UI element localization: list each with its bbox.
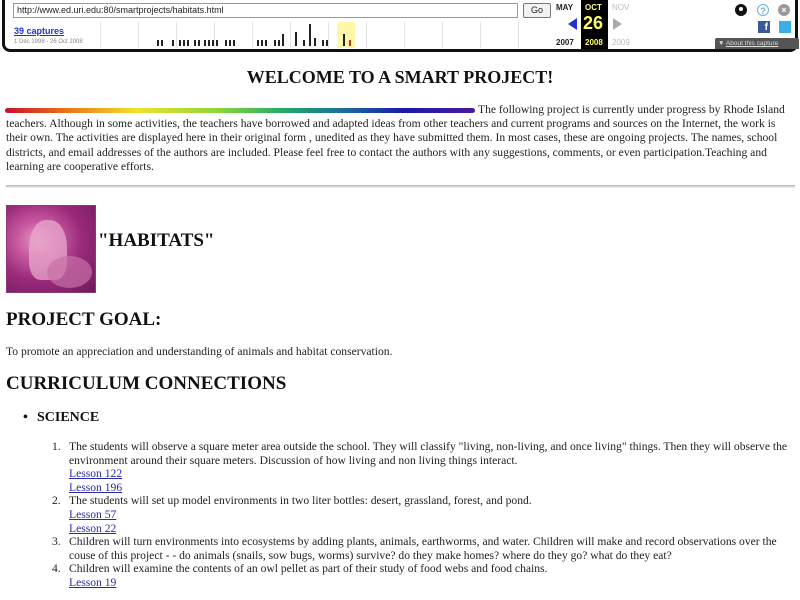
item-text: Children will turn environments into ecosystems by adding plants, animals, earthworms, and water. Children will make and record observations over the couse of this project - - do animals (snails, sow bugs, worms) survive? do they make homes? where do they go? what do they eat? xyxy=(69,535,777,562)
sparkline-bar xyxy=(326,40,328,46)
prairie-dog-image xyxy=(6,205,96,293)
sparkline-bar xyxy=(212,40,214,46)
list-item xyxy=(52,535,797,562)
user-icon[interactable] xyxy=(735,4,747,16)
sparkline-bar xyxy=(229,40,231,46)
wayback-toolbar xyxy=(2,0,798,52)
sparkline-current-year xyxy=(337,22,355,48)
sparkline-bar xyxy=(216,40,218,46)
subject-label: SCIENCE xyxy=(37,410,100,425)
about-capture-button[interactable]: ▼ About this capture xyxy=(715,38,799,49)
captures-link[interactable]: 39 captures xyxy=(14,26,65,36)
item-text: The students will observe a square meter area outside the school. They will classify "living, non-living, and once living" things. Then they will observe the environment around their square meters. Discussion of how living and non living things interact. xyxy=(69,440,788,467)
sparkline-bar xyxy=(157,40,159,46)
current-day-label: 26 xyxy=(583,13,604,33)
sparkline-bar xyxy=(278,40,280,46)
goal-heading: PROJECT GOAL: xyxy=(6,309,162,330)
facebook-icon[interactable]: f xyxy=(758,21,770,33)
close-icon[interactable]: × xyxy=(778,4,790,16)
sparkline-divider xyxy=(100,22,101,48)
sparkline-divider xyxy=(518,22,519,48)
sparkline-bar xyxy=(282,34,284,46)
sparkline-bar xyxy=(225,40,227,46)
sparkline-bar xyxy=(257,40,259,46)
sparkline-divider xyxy=(328,22,329,48)
prev-month-label[interactable]: MAY xyxy=(556,3,574,12)
prev-capture-arrow-icon[interactable] xyxy=(568,18,577,30)
horizontal-rule xyxy=(6,185,795,188)
intro-text: The following project is currently under progress by Rhode Island teachers. Although in some activities, the teachers have borrowed and adapted ideas from other teachers and current programs and sources on the Internet, the work is their own. The activities are displayed here in their original form , unedited as they have submitted them. In most cases, these are ongoing projects. The names, school districts, and email addresses of the authors are included. Please feel free to contact the authors with any suggestions, comments, or even participation.Teaching and learning are cooperative efforts. xyxy=(6,103,785,173)
item-text: Children will examine the contents of an owl pellet as part of their study of food webs and food chains. xyxy=(69,562,548,576)
sparkline-divider xyxy=(442,22,443,48)
sparkline-bar xyxy=(208,40,210,46)
curriculum-heading: CURRICULUM CONNECTIONS xyxy=(6,373,287,394)
sparkline-divider xyxy=(176,22,177,48)
list-item xyxy=(52,562,797,589)
next-year-label: 2009 xyxy=(612,38,630,47)
sparkline-divider xyxy=(214,22,215,48)
sparkline-bar xyxy=(261,40,263,46)
activities-list xyxy=(52,440,797,590)
bullet-icon: • xyxy=(23,410,28,425)
sparkline-bar xyxy=(343,34,345,46)
help-icon[interactable]: ? xyxy=(757,4,769,16)
sparkline-bar xyxy=(265,40,267,46)
next-capture-arrow-icon xyxy=(613,18,622,30)
sparkline-divider xyxy=(404,22,405,48)
item-number: 2. xyxy=(52,494,61,508)
project-title: "HABITATS" xyxy=(98,230,215,251)
lesson-link[interactable]: Lesson 122 xyxy=(69,467,123,481)
sparkline-divider xyxy=(138,22,139,48)
sparkline-bar xyxy=(198,40,200,46)
about-capture-label: About this capture xyxy=(725,40,779,47)
sparkline-bar xyxy=(295,32,297,46)
sparkline-bar xyxy=(187,40,189,46)
wayback-url-input[interactable]: http://www.ed.uri.edu:80/smartprojects/habitats.html xyxy=(13,3,518,18)
sparkline-divider xyxy=(366,22,367,48)
sparkline-bar xyxy=(314,38,316,46)
sparkline-divider xyxy=(480,22,481,48)
sparkline-bar xyxy=(172,40,174,46)
lesson-link[interactable]: Lesson 19 xyxy=(69,575,117,589)
sparkline-bar xyxy=(303,40,305,46)
prev-year-label[interactable]: 2007 xyxy=(556,38,574,47)
intro-paragraph xyxy=(6,103,794,174)
sparkline-bar xyxy=(194,40,196,46)
twitter-icon[interactable] xyxy=(779,21,791,33)
list-item xyxy=(52,440,797,494)
lesson-link[interactable]: Lesson 196 xyxy=(69,480,123,494)
wayback-go-button[interactable]: Go xyxy=(523,3,551,18)
sparkline-bar xyxy=(274,40,276,46)
item-number: 4. xyxy=(52,562,61,576)
sparkline-bar xyxy=(179,40,181,46)
captures-sparkline[interactable] xyxy=(100,22,553,48)
item-number: 3. xyxy=(52,535,61,549)
sparkline-bar xyxy=(161,40,163,46)
goal-text: To promote an appreciation and understanding of animals and habitat conservation. xyxy=(6,345,393,358)
sparkline-divider xyxy=(252,22,253,48)
sparkline-divider xyxy=(290,22,291,48)
sparkline-bar xyxy=(322,40,324,46)
page-title: WELCOME TO A SMART PROJECT! xyxy=(246,67,554,87)
sparkline-bar xyxy=(233,40,235,46)
capture-range: 1 Dec 1998 - 26 Oct 2008 xyxy=(14,39,83,45)
next-month-label: NOV xyxy=(612,3,630,12)
sparkline-bar xyxy=(204,40,206,46)
item-text: The students will set up model environments in two liter bottles: desert, grassland, forest, and pond. xyxy=(69,494,532,508)
sparkline-bar xyxy=(309,24,311,46)
current-month-label: OCT xyxy=(585,3,602,12)
sparkline-bar-current xyxy=(349,40,351,46)
animal-shape xyxy=(47,256,92,288)
lesson-link[interactable]: Lesson 22 xyxy=(69,521,117,535)
sparkline-bar xyxy=(183,40,185,46)
lesson-link[interactable]: Lesson 57 xyxy=(69,507,117,521)
subject-list-item xyxy=(23,410,99,426)
item-number: 1. xyxy=(52,440,61,453)
list-item xyxy=(52,494,797,535)
current-year-label: 2008 xyxy=(585,38,603,47)
